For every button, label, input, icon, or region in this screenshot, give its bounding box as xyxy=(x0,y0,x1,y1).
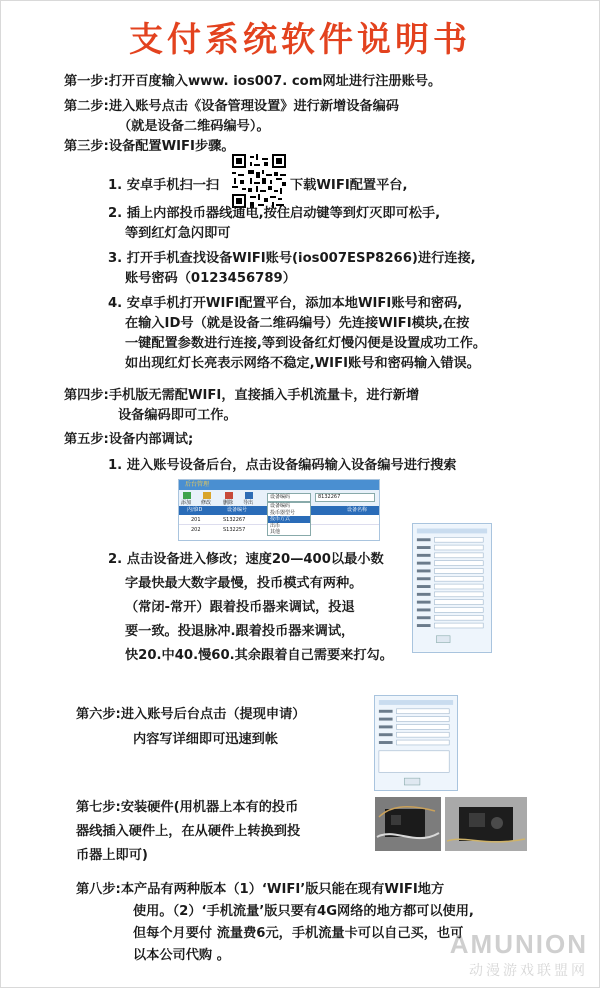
toolbar-export: 导出 xyxy=(243,500,254,506)
step-8-line1: 第八步:本产品有两种版本（1）‘WIFI’版只能在现有WIFI地方 xyxy=(76,882,445,897)
option-2: 投币器型号 xyxy=(270,509,296,516)
device-edit-form-screenshot xyxy=(412,523,492,653)
hardware-photo-1 xyxy=(375,797,441,851)
step-3-item4-c: 一键配置参数进行连接,等到设备红灯慢闪便是设置成功工作。 xyxy=(125,336,487,351)
step-2-line2: （就是设备二维码编号）。 xyxy=(118,119,270,134)
step-8-line2: 使用。（2）‘手机流量’版只要有4G网络的地方都可以使用, xyxy=(133,904,474,919)
col-device-no: 设备编号 xyxy=(227,507,248,513)
watermark-brand: AMUNION xyxy=(449,929,588,959)
option-4: 出币 xyxy=(270,522,281,529)
option-1: 设备编码 xyxy=(270,503,291,509)
step-6-line1: 第六步:进入账号后台点击（提现申请） xyxy=(76,707,306,722)
step-2-line1: 第二步:进入账号点击《设备管理设置》进行新增设备编码 xyxy=(64,99,399,114)
row1-device-no: S132267 xyxy=(223,517,246,523)
step-3-item1-b: 下载WIFI配置平台, xyxy=(290,178,408,193)
row1-id: 201 xyxy=(191,517,201,523)
step-7-line1: 第七步:安装硬件(用机器上本有的投币 xyxy=(76,800,299,815)
qr-code xyxy=(232,154,286,208)
step-3-item2-b: 等到红灯急闪即可 xyxy=(125,226,231,241)
delete-icon xyxy=(225,492,233,499)
step-8-line3: 但每个月要付 流量费6元，手机流量卡可以自己买，也可 xyxy=(133,926,464,941)
option-5: 其他 xyxy=(270,529,281,535)
col-device-name: 设备名称 xyxy=(347,507,368,513)
row2-id: 202 xyxy=(191,527,201,533)
step-5-item2-b: 字最快最大数字最慢，投币模式有两种。 xyxy=(125,576,363,591)
step-8-line4: 以本公司代购 。 xyxy=(133,948,230,963)
option-3: 投币方式 xyxy=(268,516,310,523)
row2-device-no: S132257 xyxy=(223,527,246,533)
step-4-line1: 第四步:手机版无需配WIFI，直接插入手机流量卡，进行新增 xyxy=(64,388,420,403)
toolbar-delete: 删除 xyxy=(223,500,234,506)
step-3-item4-a: 4. 安卓手机打开WIFI配置平台，添加本地WIFI账号和密码, xyxy=(108,296,463,311)
step-5: 第五步:设备内部调试; xyxy=(64,432,194,447)
search-input: 8132267 xyxy=(315,493,375,502)
watermark xyxy=(450,929,588,980)
toolbar-add: 添加 xyxy=(181,500,192,506)
edit-icon xyxy=(203,492,211,499)
step-3: 第三步:设备配置WIFI步骤。 xyxy=(64,139,235,154)
step-3-item4-d: 如出现红灯长亮表示网络不稳定,WIFI账号和密码输入错误。 xyxy=(125,356,480,371)
step-3-item3-a: 3. 打开手机查找设备WIFI账号(ios007ESP8266)进行连接, xyxy=(108,251,476,266)
hardware-photo-2 xyxy=(445,797,527,851)
step-3-item4-b: 在输入ID号（就是设备二维码编号）先连接WIFI模块,在按 xyxy=(125,316,470,331)
step-5-item2-a: 2. 点击设备进入修改；速度20—400以最小数 xyxy=(108,552,384,567)
search-select: 设备编码 xyxy=(267,493,311,502)
step-5-item2-d: 要一致。投退脉冲.跟着投币器来调试， xyxy=(125,624,355,639)
backend-header: 后台管理 xyxy=(179,480,379,490)
step-5-item2-e: 快20.中40.慢60.其余跟着自己需要来打勾。 xyxy=(125,648,393,663)
col-internal-id: 内部ID xyxy=(187,507,203,513)
step-5-item2-c: （常闭-常开）跟着投币器来调试，投退 xyxy=(125,600,355,615)
withdraw-form-screenshot xyxy=(374,695,458,791)
step-7-line3: 币器上即可) xyxy=(76,848,148,863)
export-icon xyxy=(245,492,253,499)
select-dropdown xyxy=(267,502,311,536)
watermark-cn: 动漫游戏联盟网 xyxy=(469,963,588,979)
step-3-item3-b: 账号密码（0123456789） xyxy=(125,271,296,286)
step-3-item1-a: 1. 安卓手机扫一扫 xyxy=(108,178,220,193)
step-7-line2: 器线插入硬件上，在从硬件上转换到投 xyxy=(76,824,301,839)
step-1: 第一步:打开百度输入www. ios007. com网址进行注册账号。 xyxy=(64,74,442,89)
step-3-item2-a: 2. 插上内部投币器线通电,按住启动键等到灯灭即可松手, xyxy=(108,206,441,221)
step-5-item1: 1. 进入账号设备后台，点击设备编码输入设备编号进行搜索 xyxy=(108,458,457,473)
backend-search-screenshot xyxy=(178,479,380,541)
toolbar-edit: 修改 xyxy=(201,500,212,506)
step-6-line2: 内容写详细即可迅速到帐 xyxy=(133,732,279,747)
step-4-line2: 设备编码即可工作。 xyxy=(118,408,237,423)
page-title: 支付系统软件说明书 xyxy=(129,20,471,60)
add-icon xyxy=(183,492,191,499)
